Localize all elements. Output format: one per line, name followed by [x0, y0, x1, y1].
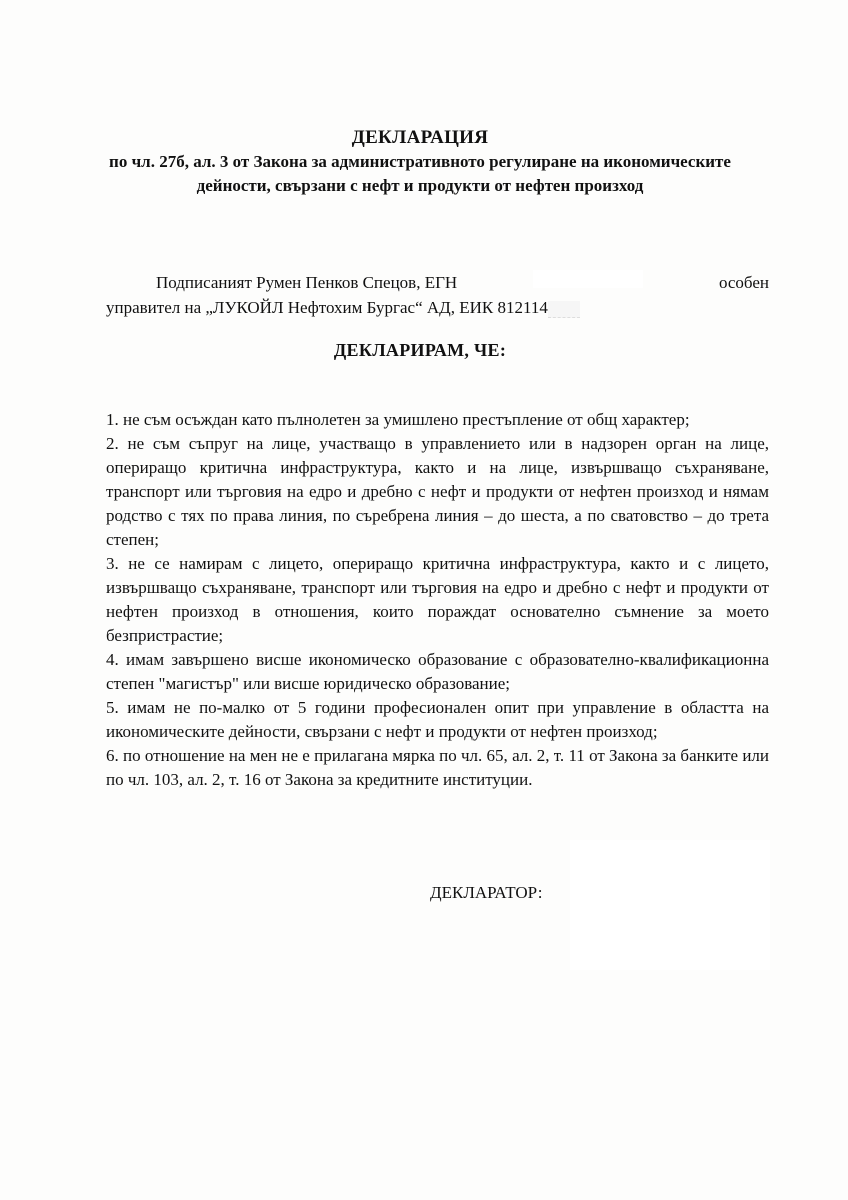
declaration-item: 4. имам завършено висше икономическо образование с образователно-квалификационна степен "магистър" или висше юридическо образование;	[106, 650, 769, 693]
title-block	[90, 126, 750, 198]
declaration-item: 1. не съм осъждан като пълнолетен за умишлено престъпление от общ характер;	[106, 410, 690, 429]
intro-line-1-prefix: Подписаният Румен Пенков Спецов, ЕГН	[156, 273, 458, 292]
redacted-eik	[548, 301, 580, 318]
intro-line-2	[106, 295, 769, 320]
declarator-label: ДЕКЛАРАТОР:	[430, 883, 543, 902]
declaration-item: 3. не се намирам с лицето, опериращо критична инфраструктура, както и с лицето, извършващо съхраняване, транспорт или търговия на едро и дребно с нефт и продукти от нефтен произход в отношения, които пораждат основателно съмнение за моето безпристрастие;	[106, 554, 769, 645]
redacted-egn	[533, 270, 643, 288]
intro-line-2-text: управител на „ЛУКОЙЛ Нефтохим Бургас“ АД, ЕИК 812114	[106, 298, 548, 317]
intro-paragraph	[106, 270, 769, 320]
declaration-item: 6. по отношение на мен не е прилагана мярка по чл. 65, ал. 2, т. 11 от Закона за банките или по чл. 103, ал. 2, т. 16 от Закона за кредитните институции.	[106, 746, 769, 789]
declaration-item: 2. не съм съпруг на лице, участващо в управлението или в надзорен орган на лице, опериращо критична инфраструктура, както и на лице, извършващо съхраняване, транспорт или търговия на едро и дребно с нефт и продукти от нефтен произход и нямам родство с тях по права линия, по съребрена линия – до шеста, а по сватовство – до трета степен;	[106, 434, 769, 549]
document-title: ДЕКЛАРАЦИЯ	[351, 127, 489, 148]
declaration-items	[106, 408, 769, 792]
declaration-item: 5. имам не по-малко от 5 години професионален опит при управление в областта на икономическите дейности, свързани с нефт и продукти от нефтен произход;	[106, 698, 769, 741]
redacted-signature	[570, 840, 770, 970]
intro-line-1	[106, 270, 769, 295]
document-subtitle: по чл. 27б, ал. 3 от Закона за административното регулиране на икономическите дейности, свързани с нефт и продукти от нефтен произход	[109, 152, 731, 195]
declare-heading: ДЕКЛАРИРАМ, ЧЕ:	[333, 340, 507, 360]
intro-line-1-suffix: особен	[718, 273, 769, 292]
